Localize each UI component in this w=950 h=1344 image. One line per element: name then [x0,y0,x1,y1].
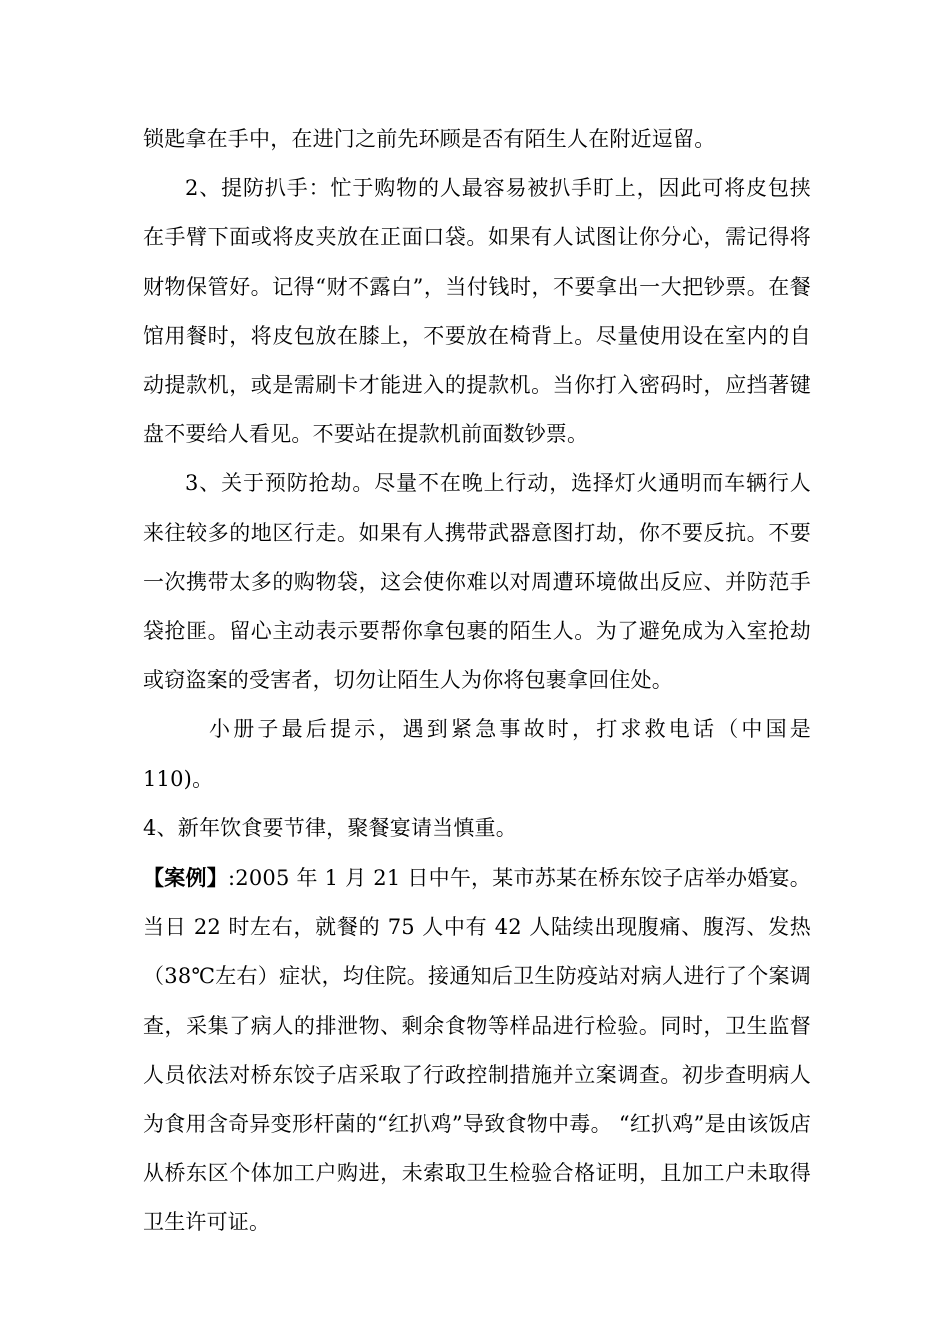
document-body [143,115,811,1248]
paragraph-lock-tip: 锁匙拿在手中，在进门之前先环顾是否有陌生人在附近逗留。 [143,127,716,151]
paragraph-diet-heading: 4、新年饮食要节律，聚餐宴请当慎重。 [143,815,517,840]
case-label: 【案例】 [143,865,228,891]
paragraph-robbery: 3、关于预防抢劫。尽量不在晚上行动，选择灯火通明而车辆行人来往较多的地区行走。如果有人携带武器意图打劫，你不要反抗。不要一次携带太多的购物袋，这会使你难以对周遭环境做出反应、并防范手袋抢匪。留心主动表示要帮你拿包裹的陌生人。为了避免成为入室抢劫或窃盗案的受害者，切勿让陌生人为你将包裹拿回住处。 [143,471,811,693]
case-text: :2005 年 1 月 21 日中午，某市苏某在桥东饺子店举办婚宴。当日 22 时左右，就餐的 75 人中有 42 人陆续出现腹痛、腹泻、发热（38℃左右）症状，均住院。接通知后卫生防疫站对病人进行了个案调查，采集了病人的排泄物、剩余食物等样品进行检验。同时，卫生监督人员依法对桥东饺子店采取了行政控制措施并立案调查。初步查明病人为食用含奇异变形杆菌的“红扒鸡”导致食物中毒。 “红扒鸡”是由该饭店从桥东区个体加工户购进，未索取卫生检验合格证明，且加工户未取得卫生许可证。 [143,866,811,1235]
paragraph-case [143,853,811,1248]
paragraph-emergency-call: 小册子最后提示，遇到紧急事故时，打求救电话（中国是 110)。 [143,717,811,791]
paragraph-pickpocket: 2、提防扒手：忙于购物的人最容易被扒手盯上，因此可将皮包挟在手臂下面或将皮夹放在正面口袋。如果有人试图让你分心，需记得将财物保管好。记得“财不露白”，当付钱时，不要拿出一大把钞票。在餐馆用餐时，将皮包放在膝上，不要放在椅背上。尽量使用设在室内的自动提款机，或是需刷卡才能进入的提款机。当你打入密码时，应挡著键盘不要给人看见。不要站在提款机前面数钞票。 [143,176,811,447]
